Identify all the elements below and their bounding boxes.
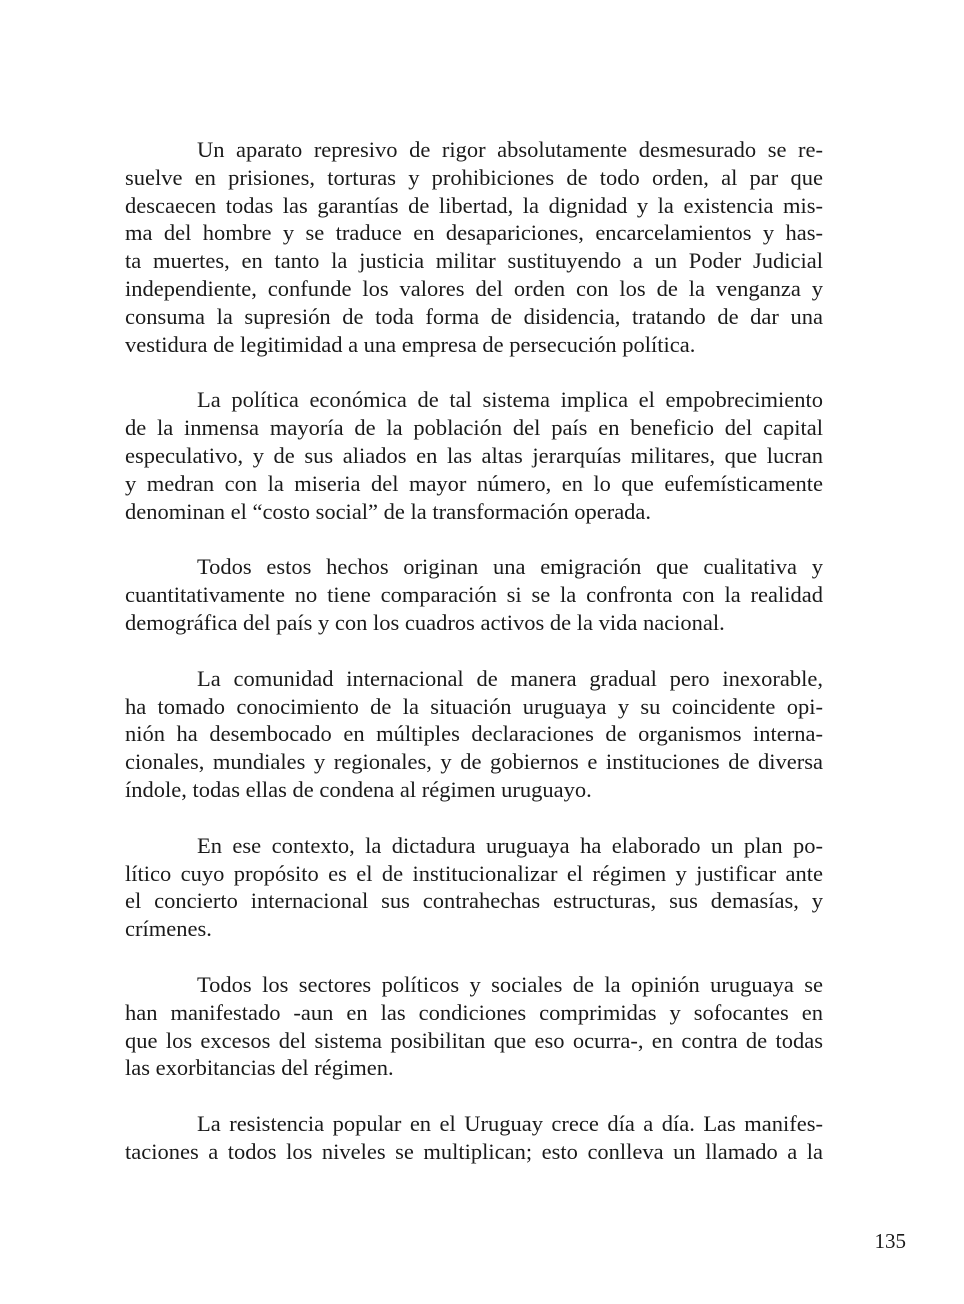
text-line: índole, todas ellas de condena al régimen uruguayo. bbox=[125, 776, 592, 802]
text-line: crímenes. bbox=[125, 916, 212, 942]
text-line: La política económica de tal sistema implica el empobrecimiento bbox=[197, 387, 823, 413]
text-line: ha tomado conocimiento de la situación uruguaya y su coincidente opi- bbox=[125, 693, 823, 719]
text-line: vestidura de legitimidad a una empresa de persecución política. bbox=[125, 331, 696, 357]
text-line: descaecen todas las garantías de libertad, la dignidad y la existencia mis- bbox=[125, 192, 823, 218]
text-line: consuma la supresión de toda forma de disidencia, tratando de dar una bbox=[125, 303, 823, 329]
text-line: de la inmensa mayoría de la población del país en beneficio del capital bbox=[125, 415, 823, 441]
paragraph-political-plan bbox=[125, 832, 823, 943]
text-line: independiente, confunde los valores del orden con los de la venganza y bbox=[125, 275, 823, 301]
text-line: que los excesos del sistema posibilitan que eso ocurra-, en contra de todas bbox=[125, 1027, 823, 1053]
text-line: lítico cuyo propósito es el de institucionalizar el régimen y justificar ante bbox=[125, 860, 823, 886]
text-line: suelve en prisiones, torturas y prohibiciones de todo orden, al par que bbox=[125, 164, 823, 190]
text-line: La comunidad internacional de manera gradual pero inexorable, bbox=[197, 665, 823, 691]
text-line: demográfica del país y con los cuadros activos de la vida nacional. bbox=[125, 609, 725, 635]
paragraph-international-community bbox=[125, 665, 823, 804]
text-line: Todos los sectores políticos y sociales de la opinión uruguaya se bbox=[197, 971, 823, 997]
page-number: 135 bbox=[874, 1229, 906, 1253]
text-line: han manifestado -aun en las condiciones comprimidas y sofocantes en bbox=[125, 999, 823, 1025]
text-line: Un aparato represivo de rigor absolutamente desmesurado se re- bbox=[197, 137, 823, 162]
paragraph-opposition bbox=[125, 971, 823, 1082]
text-line: Todos estos hechos originan una emigración que cualitativa y bbox=[197, 554, 823, 580]
text-line: cionales, mundiales y regionales, y de gobiernos e instituciones de diversa bbox=[125, 749, 823, 775]
text-line: el concierto internacional sus contrahechas estructuras, sus demasías, y bbox=[125, 888, 823, 914]
text-line: La resistencia popular en el Uruguay crece día a día. Las manifes- bbox=[197, 1111, 823, 1137]
text-line: denominan el “costo social” de la transformación operada. bbox=[125, 498, 652, 524]
paragraph-economic-policy bbox=[125, 386, 823, 525]
text-line: ma del hombre y se traduce en desapariciones, encarcelamientos y has- bbox=[125, 220, 823, 246]
text-line: especulativo, y de sus aliados en las altas jerarquías militares, que lucran bbox=[125, 442, 823, 468]
paragraph-popular-resistance bbox=[125, 1110, 823, 1166]
page-body bbox=[125, 136, 823, 1194]
paragraph-emigration bbox=[125, 553, 823, 636]
text-line: taciones a todos los niveles se multiplican; esto conlleva un llamado a la bbox=[125, 1138, 823, 1164]
text-line: ta muertes, en tanto la justicia militar sustituyendo a un Poder Judicial bbox=[125, 248, 823, 274]
text-line: nión ha desembocado en múltiples declaraciones de organismos interna- bbox=[125, 721, 823, 747]
text-line: cuantitativamente no tiene comparación si se la confronta con la realidad bbox=[125, 582, 823, 608]
text-line: las exorbitancias del régimen. bbox=[125, 1055, 394, 1081]
paragraph-repression bbox=[125, 136, 823, 358]
text-line: En ese contexto, la dictadura uruguaya ha elaborado un plan po- bbox=[197, 832, 823, 858]
text-line: y medran con la miseria del mayor número, en lo que eufemísticamente bbox=[125, 470, 823, 496]
